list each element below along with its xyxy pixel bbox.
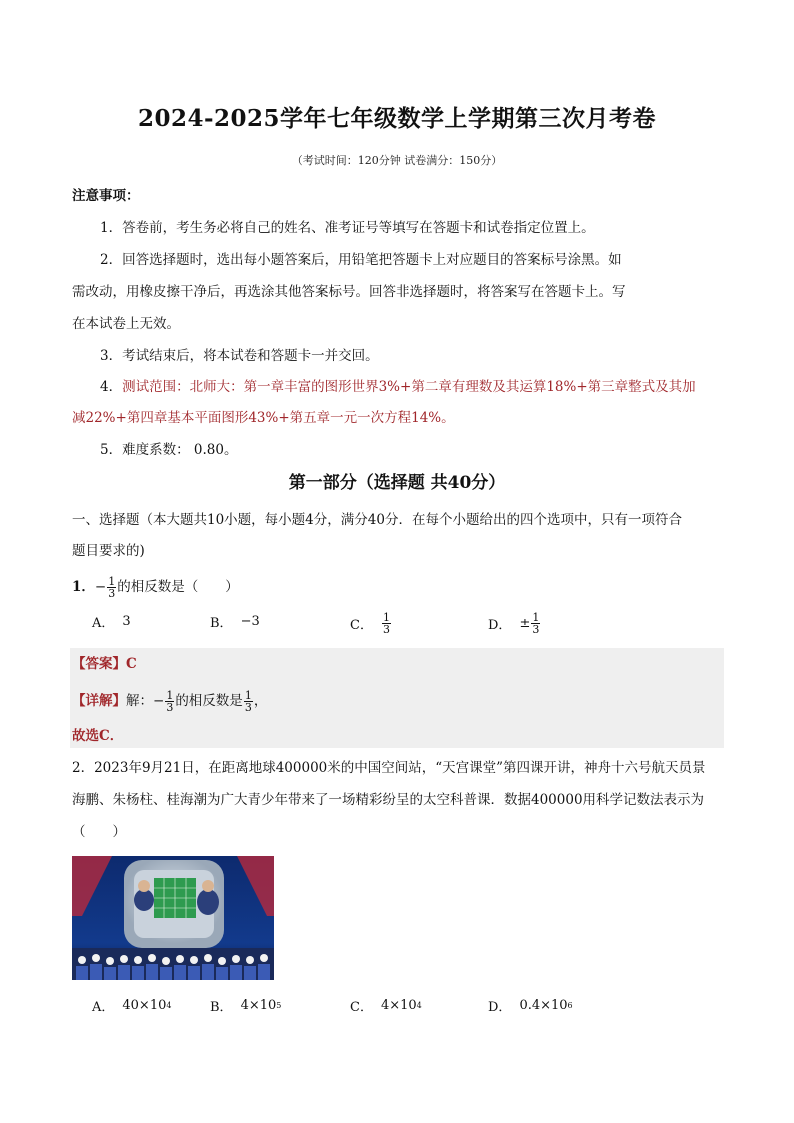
option-c: C． $\frac{1}{3}$ (350, 611, 390, 636)
note-item-2-line-3: 在本试卷上无效。 (72, 316, 180, 332)
question-2-line-1: 2．2023年9月21日，在距离地球400000米的中国空间站，“天宫课堂”第四课开讲，神舟十六号航天员景 (72, 760, 706, 776)
exam-info: （考试时间：120分钟 试卷满分：150分） (291, 154, 503, 167)
note-item-4-number: 4． (100, 379, 123, 395)
question-2-line-3: （ ） (72, 824, 126, 840)
conclusion-line: 故选C． (72, 728, 124, 744)
detail-line: 【详解】 解： − $\frac{1}{3}$ 的相反数是 $\frac{1}{3}$ ， (72, 688, 268, 714)
option-d: D． ± $\frac{1}{3}$ (488, 611, 540, 636)
question-1-options (92, 612, 692, 640)
option-a: A． 3 (92, 614, 131, 631)
space-lecture-photo (72, 856, 274, 980)
part-one-heading: 第一部分（选择题 共40分） (288, 473, 506, 493)
option-b: B． 4×10 5 (210, 998, 282, 1015)
option-b: B． −3 (210, 614, 260, 631)
question-2-line-2: 海鹏、朱杨柱、桂海潮为广大青少年带来了一场精彩纷呈的太空科普课．数据400000用科学记数法表示为 (72, 792, 705, 808)
note-item-5: 5．难度系数： 0.80。 (100, 442, 238, 458)
option-d: D． 0.4×10 6 (488, 998, 573, 1015)
section-intro-line-1: 一、选择题（本大题共10小题，每小题4分，满分40分．在每个小题给出的四个选项中，只有一项符合 (72, 512, 682, 528)
answer-line: 【答案】C (72, 656, 137, 672)
note-item-4-line-2: 减22%+第四章基本平面图形43%+第五章一元一次方程14%。 (72, 410, 455, 426)
section-intro-line-2: 题目要求的) (72, 543, 145, 559)
option-a: A． 40×10 4 (92, 998, 172, 1015)
note-item-3: 3．考试结束后，将本试卷和答题卡一并交回。 (100, 348, 379, 364)
note-item-1: 1．答卷前，考生务必将自己的姓名、准考证号等填写在答题卡和试卷指定位置上。 (100, 220, 595, 236)
page-title: 2024-2025学年七年级数学上学期第三次月考卷 (137, 105, 657, 132)
note-item-4-line-1 (100, 377, 732, 397)
notes-heading: 注意事项： (72, 188, 140, 204)
option-c: C． 4×10 4 (350, 998, 422, 1015)
question-2-options (92, 996, 692, 1024)
note-item-2-line-2: 需改动，用橡皮擦干净后，再选涂其他答案标号。回答非选择题时，将答案写在答题卡上。写 (72, 284, 626, 300)
test-scope: 测试范围：北师大：第一章丰富的图形世界3%+第二章有理数及其运算18%+第三章整式及其加 (122, 379, 696, 395)
note-item-2-line-1: 2．回答选择题时，选出每小题答案后，用铅笔把答题卡上对应题目的答案标号涂黑。如 (100, 252, 622, 268)
question-1: 1． − $\frac{1}{3}$ 的相反数是（ ） (72, 574, 239, 600)
fraction: $\frac{1}{3}$ (108, 574, 116, 600)
